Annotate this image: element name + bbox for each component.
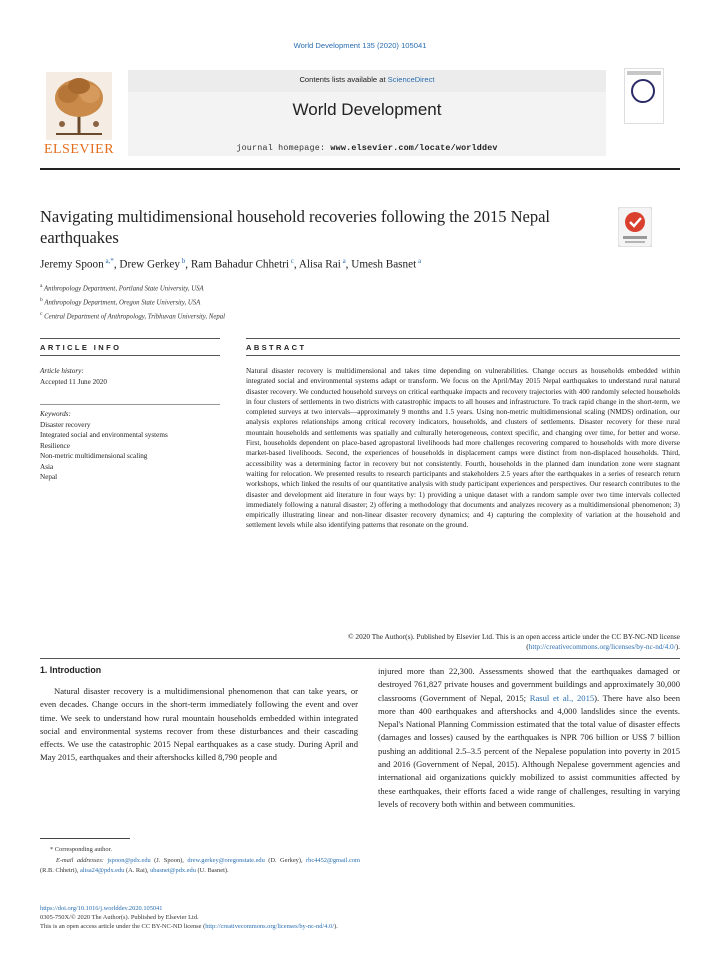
footer-license-link[interactable]: http://creativecommons.org/licenses/by-nc-nd/4.0/ — [205, 923, 334, 930]
abstract-top-rule — [246, 338, 680, 339]
author-name[interactable]: Alisa Rai — [298, 258, 341, 271]
journal-title: World Development — [292, 100, 442, 119]
introduction-left-column: Natural disaster recovery is a multidimensional phenomenon that can take years, or even decades. Change occurs in the short-term immediately following the event and over time. We seek to understand how rural mountain households embedded within integrated social and environmental systems recover from these disturbances and their cascading effects. We use the catastrophic 2015 Nepal earthquakes as a case study. During April and May 2015, earthquakes and their aftershocks killed 8,790 people and — [40, 686, 358, 763]
homepage-link[interactable]: www.elsevier.com/locate/worlddev — [330, 143, 498, 153]
affiliation-item — [40, 281, 640, 295]
abstract-body: Natural disaster recovery is multidimensional and takes time depending on vulnerabilities. Change occurs as households embedded within integrated social and environmental systems adapt or transform. We focus on the April/May 2015 Nepal earthquakes to understand rural natural disaster recovery. We conducted household surveys on critical earthquake impacts and recovery trajectories with 400 randomly selected households in four clusters of settlements in two districts with catastrophic impacts to all houses and infrastructure. To track rapid change in the short-term, we completed surveys at two intervals—approximately 9 months and 1.5 years. Using non-metric multidimensional scaling (NMDS) ordination, our analysis explores relationships among critical recovery indicators, households, and clusters of settlements. Disaster recovery for these rural mountain households and settlements was spatially and culturally heterogeneous, context specific, and changing over time, for better and worse. First, households dependent on place-based agropastoral livelihoods had more challenges recovering compared to households with more diverse market-based livelihoods. Second, the experiences of households in displacement camps were distinct from non-displaced households. Third, accessibility was a determining factor in recovery but not consistently. Fourth, households in the planned dam inundation zone were stagnant waiting for relocation. We presented results to research participants and stakeholders 2.5 years after the earthquakes in a series of research return workshops, which linked the results of our quantitative analysis with study participant experiences and perspectives. Our research contributes to the disaster and development aid literature in four ways by: 1) providing a unique dataset with a random sample over two time intervals collected immediately following a natural disaster; 2) offering a methodology that documents and analyzes recovery as a multidimensional phenomenon; 3) empirically illustrating linear and non-linear disaster recovery dynamics; and 4) capturing the complexity of variation at the household and settlement levels while also identifying patterns that resonate on the ground. — [246, 366, 680, 530]
keyword-list — [40, 420, 220, 483]
keyword-item: Non-metric multidimensional scaling — [40, 452, 148, 460]
article-info-top-rule — [40, 338, 220, 339]
header-divider — [40, 168, 680, 170]
email-addresses — [40, 856, 360, 875]
journal-cover-thumbnail[interactable] — [624, 68, 664, 124]
publisher-tree-icon — [46, 72, 112, 140]
keywords-block — [40, 409, 220, 483]
journal-homepage — [128, 143, 606, 153]
author-name[interactable]: Jeremy Spoon — [40, 258, 104, 271]
intro-right-part1: injured more than 22,300. Assessments showed that the earthquakes damaged or destroyed 761,827 private houses and government buildings and approximately 30,000 classrooms (Government of Nepal, 2015; — [378, 666, 680, 703]
doi-link[interactable]: https://doi.org/10.1016/j.worlddev.2020.105041 — [40, 905, 163, 912]
intro-right-part2: ). There have also been more than 400 earthquakes and aftershocks and 4,000 landslides since the events. Nepal's National Planning Commission estimated that the total value of disaster effects (damages and losses) caused by the earthquakes is NPR 706 billion or US$ 7 billion pushing an additional 2.5–3.5 percent of the Nepalese population into poverty in 2015 and 2016 (Government of Nepal, 2015). Although Nepalese government agencies and international aid organizations quickly mobilized to assist communities affected by these earthquakes, their efforts faced a wide range of challenges, resulting in varying levels of recovery both within and between communities. — [378, 692, 680, 809]
cover-band — [627, 71, 661, 75]
copyright-notice — [246, 632, 680, 653]
issn-line: 0305-750X/© 2020 The Author(s). Published by Elsevier Ltd. — [40, 914, 199, 921]
footnote-rule — [40, 838, 130, 839]
author-name[interactable]: Ram Bahadur Chhetri — [190, 258, 290, 271]
affiliation-text: Anthropology Department, Portland State University, USA — [42, 285, 204, 293]
author-affiliation-marker[interactable]: b — [179, 257, 186, 265]
keywords-label: Keywords: — [40, 410, 71, 418]
introduction-heading: 1. Introduction — [40, 665, 102, 675]
article-info-divider — [40, 404, 220, 405]
keyword-item: Integrated social and environmental systems — [40, 431, 168, 439]
email-owner: (A. Rai), — [124, 866, 151, 874]
author-list: Jeremy Spoon $^{a,*}$, Drew Gerkey $^b$, Ram Bahadur Chhetri $^c$, Alisa Rai $^a$, Umesh Basnet $^a$ — [40, 257, 422, 271]
publisher-name: ELSEVIER — [43, 142, 115, 157]
article-title: Navigating multidimensional household recoveries following the 2015 Nepal earthquakes — [40, 207, 551, 247]
article-info-heading: ARTICLE INFO — [40, 343, 122, 352]
affiliation-list — [40, 281, 640, 323]
keyword-item: Nepal — [40, 473, 58, 481]
abstract-end-rule — [40, 658, 680, 659]
email-link[interactable]: rbc4452@gmail.com — [306, 857, 360, 864]
license-line — [40, 922, 680, 931]
journal-header — [40, 66, 680, 162]
affiliation-marker: a — [40, 283, 43, 289]
cover-emblem-icon — [631, 79, 655, 103]
author-affiliation-marker[interactable]: a — [340, 257, 346, 265]
homepage-prefix: journal homepage: — [236, 143, 331, 153]
affiliation-text: Anthropology Department, Oregon State University, USA — [42, 299, 201, 307]
email-link[interactable]: ubasnet@pdx.edu — [150, 866, 196, 874]
keyword-item: Asia — [40, 462, 54, 471]
email-label: E-mail addresses: — [56, 857, 108, 864]
corresponding-author-note: * Corresponding author. — [50, 846, 112, 853]
abstract-heading: ABSTRACT — [246, 343, 307, 352]
email-link[interactable]: alisa24@pdx.edu — [79, 866, 125, 874]
article-info-bottom-rule — [40, 355, 220, 356]
license-link[interactable]: http://creativecommons.org/licenses/by-nc-nd/4.0/ — [528, 642, 676, 652]
affiliation-marker: c — [40, 310, 43, 317]
author-affiliation-marker[interactable]: c — [289, 257, 294, 265]
affiliation-item — [40, 309, 640, 323]
copyright-suffix: ). — [675, 642, 680, 652]
email-owner: (U. Basnet). — [195, 866, 229, 874]
author-name[interactable]: Umesh Basnet — [351, 258, 417, 271]
footer-license-prefix: This is an open access article under the CC BY-NC-ND license ( — [40, 923, 206, 930]
keyword-item: Resilience — [40, 441, 70, 450]
affiliation-text: Central Department of Anthropology, Tribhuvan University, Nepal — [42, 312, 226, 320]
introduction-right-column — [378, 665, 680, 811]
keyword-item: Disaster recovery — [40, 420, 91, 429]
contents-prefix: Contents lists available at — [299, 75, 388, 84]
doi-line — [40, 904, 680, 913]
journal-reference-link[interactable]: World Development 135 (2020) 105041 — [293, 41, 427, 50]
history-value: Accepted 11 June 2020 — [40, 377, 107, 386]
contents-line — [128, 75, 606, 84]
email-link[interactable]: jspoon@pdx.edu — [107, 857, 151, 864]
author-name[interactable]: Drew Gerkey — [119, 258, 180, 271]
article-history — [40, 366, 220, 387]
check-for-updates-icon[interactable] — [618, 207, 652, 247]
abstract-bottom-rule — [246, 355, 680, 356]
affiliation-marker: b — [40, 296, 43, 303]
history-label: Article history: — [40, 367, 84, 375]
email-owner: (R.B. Chhetri), — [40, 866, 80, 874]
publisher-logo[interactable] — [40, 68, 118, 160]
copyright-prefix: © 2020 The Author(s). Published by Elsevier Ltd. This is an open access article under the CC BY-NC-ND license ( — [348, 632, 680, 652]
email-owner: (D. Gerkey), — [264, 857, 307, 864]
email-link[interactable]: drew.gerkey@oregonstate.edu — [187, 857, 265, 864]
affiliation-item — [40, 295, 640, 309]
author-affiliation-marker[interactable]: a,* — [103, 257, 114, 265]
footer-license-suffix: ). — [333, 923, 338, 930]
sciencedirect-link[interactable]: ScienceDirect — [387, 75, 435, 84]
citation-rasul-link[interactable]: Rasul et al., 2015 — [529, 692, 595, 703]
email-owner: (J. Spoon), — [150, 857, 188, 864]
author-affiliation-marker[interactable]: a — [416, 257, 422, 265]
